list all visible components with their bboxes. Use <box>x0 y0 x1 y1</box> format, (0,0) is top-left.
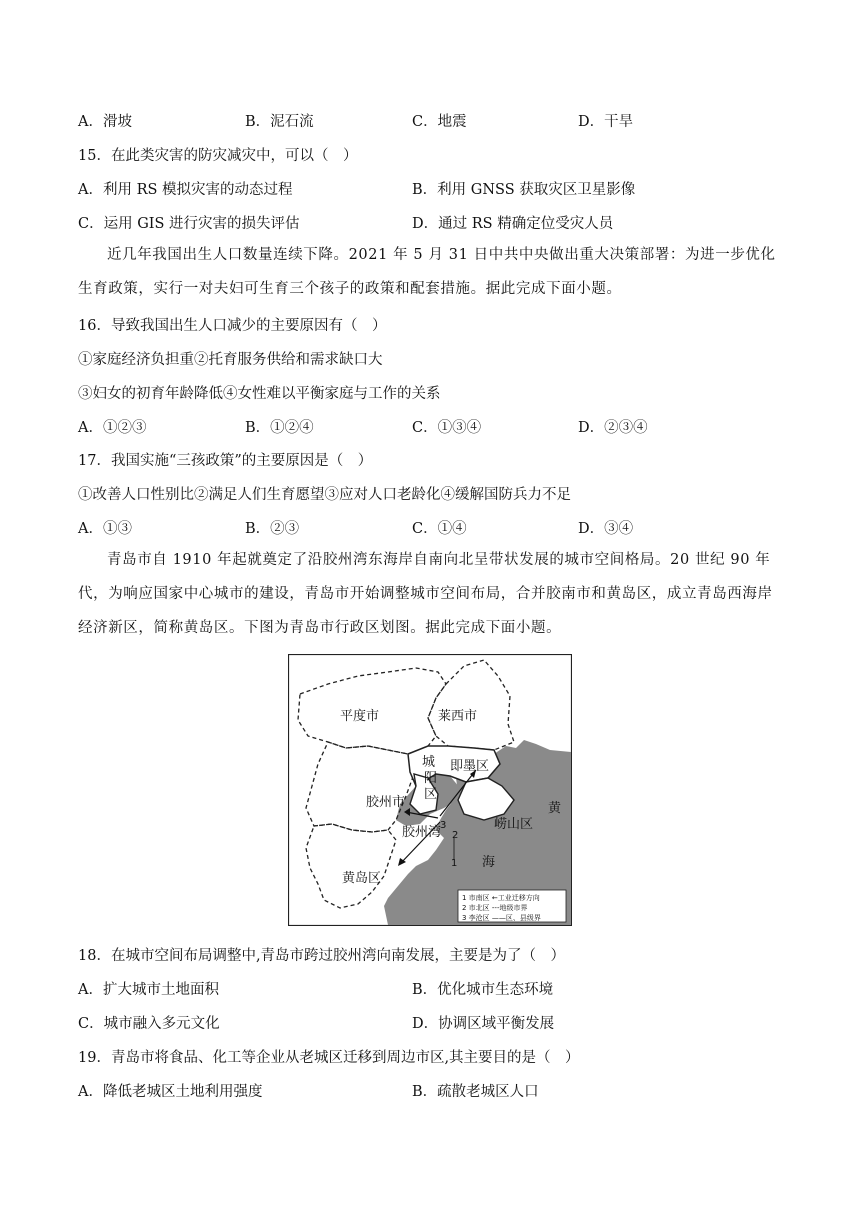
q14-option-b: B．泥石流 <box>245 114 314 130</box>
q19-option-a: A．降低老城区土地利用强度 <box>78 1084 263 1100</box>
q16-statement-2: ③妇女的初育年龄降低④女性难以平衡家庭与工作的关系 <box>78 386 441 402</box>
label-hai: 海 <box>482 855 496 870</box>
label-jiaozhou-city: 胶州市 <box>366 795 406 810</box>
label-num-2: 2 <box>452 830 459 841</box>
label-chengyang-1: 城 <box>422 755 436 770</box>
q15-option-d: D．通过 RS 精确定位受灾人员 <box>412 216 614 232</box>
label-jimo: 即墨区 <box>450 759 490 774</box>
q16-option-b: B．①②④ <box>245 420 314 436</box>
q15-option-a: A．利用 RS 模拟灾害的动态过程 <box>78 182 293 198</box>
q19-stem: 19．青岛市将食品、化工等企业从老城区迁移到周边市区,其主要目的是（ ） <box>78 1050 580 1066</box>
q16-option-a: A．①②③ <box>78 420 147 436</box>
q19-option-b: B．疏散老城区人口 <box>412 1084 539 1100</box>
passage-birth-policy: 近几年我国出生人口数量连续下降。2021 年 5 月 31 日中共中央做出重大决策部署：为进一步优化生育政策，实行一对夫妇可生育三个孩子的政策和配套措施。据此完成下面小题。 <box>78 247 776 297</box>
label-huang: 黄 <box>548 801 562 816</box>
label-num-3: 3 <box>440 820 447 831</box>
label-huangdao: 黄岛区 <box>342 871 382 886</box>
label-laoshan: 崂山区 <box>494 817 534 832</box>
legend-row-1: 1 市南区 ←工业迁移方向 <box>462 894 540 902</box>
q17-statement: ①改善人口性别比②满足人们生育愿望③应对人口老龄化④缓解国防兵力不足 <box>78 487 571 503</box>
qingdao-admin-map <box>288 654 572 926</box>
map-svg <box>288 654 572 926</box>
legend-row-2: 2 市北区 ---地级市界 <box>462 904 528 912</box>
q17-option-b: B．②③ <box>245 521 300 537</box>
q16-statement-1: ①家庭经济负担重②托育服务供给和需求缺口大 <box>78 352 383 368</box>
q18-option-c: C．城市融入多元文化 <box>78 1016 220 1032</box>
label-num-1: 1 <box>451 858 458 869</box>
q17-stem: 17．我国实施“三孩政策”的主要原因是（ ） <box>78 453 373 469</box>
q15-option-c: C．运用 GIS 进行灾害的损失评估 <box>78 216 300 232</box>
q18-option-d: D．协调区域平衡发展 <box>412 1016 555 1032</box>
q16-option-c: C．①③④ <box>412 420 482 436</box>
q18-stem: 18．在城市空间布局调整中,青岛市跨过胶州湾向南发展，主要是为了（ ） <box>78 948 566 964</box>
label-chengyang-3: 区 <box>424 787 438 802</box>
label-pingdu: 平度市 <box>340 709 380 724</box>
q17-option-d: D．③④ <box>578 521 634 537</box>
label-laixi: 莱西市 <box>438 709 478 724</box>
passage-qingdao: 青岛市自 1910 年起就奠定了沿胶州湾东海岸自南向北呈带状发展的城市空间格局。20 世纪 90 年代，为响应国家中心城市的建设，青岛市开始调整城市空间布局，合并胶南市和黄岛区，成立青岛西海岸经济新区，简称黄岛区。下图为青岛市行政区划图。据此完成下面小题。 <box>78 552 773 636</box>
q15-stem: 15．在此类灾害的防灾减灾中，可以（ ） <box>78 148 358 164</box>
q15-option-b: B．利用 GNSS 获取灾区卫星影像 <box>412 182 636 198</box>
q14-option-c: C．地震 <box>412 114 467 130</box>
q14-option-d: D．干旱 <box>578 114 634 130</box>
q16-option-d: D．②③④ <box>578 420 648 436</box>
q16-stem: 16．导致我国出生人口减少的主要原因有（ ） <box>78 318 387 334</box>
q17-option-a: A．①③ <box>78 521 132 537</box>
legend-row-3: 3 李沧区 ——区、县级界 <box>462 914 541 922</box>
q17-option-c: C．①④ <box>412 521 467 537</box>
label-chengyang-2: 阳 <box>424 771 438 786</box>
q14-option-a: A．滑坡 <box>78 114 132 130</box>
q18-option-a: A．扩大城市土地面积 <box>78 982 219 998</box>
label-jiaozhou-bay: 胶州湾 <box>402 825 442 840</box>
q18-option-b: B．优化城市生态环境 <box>412 982 554 998</box>
